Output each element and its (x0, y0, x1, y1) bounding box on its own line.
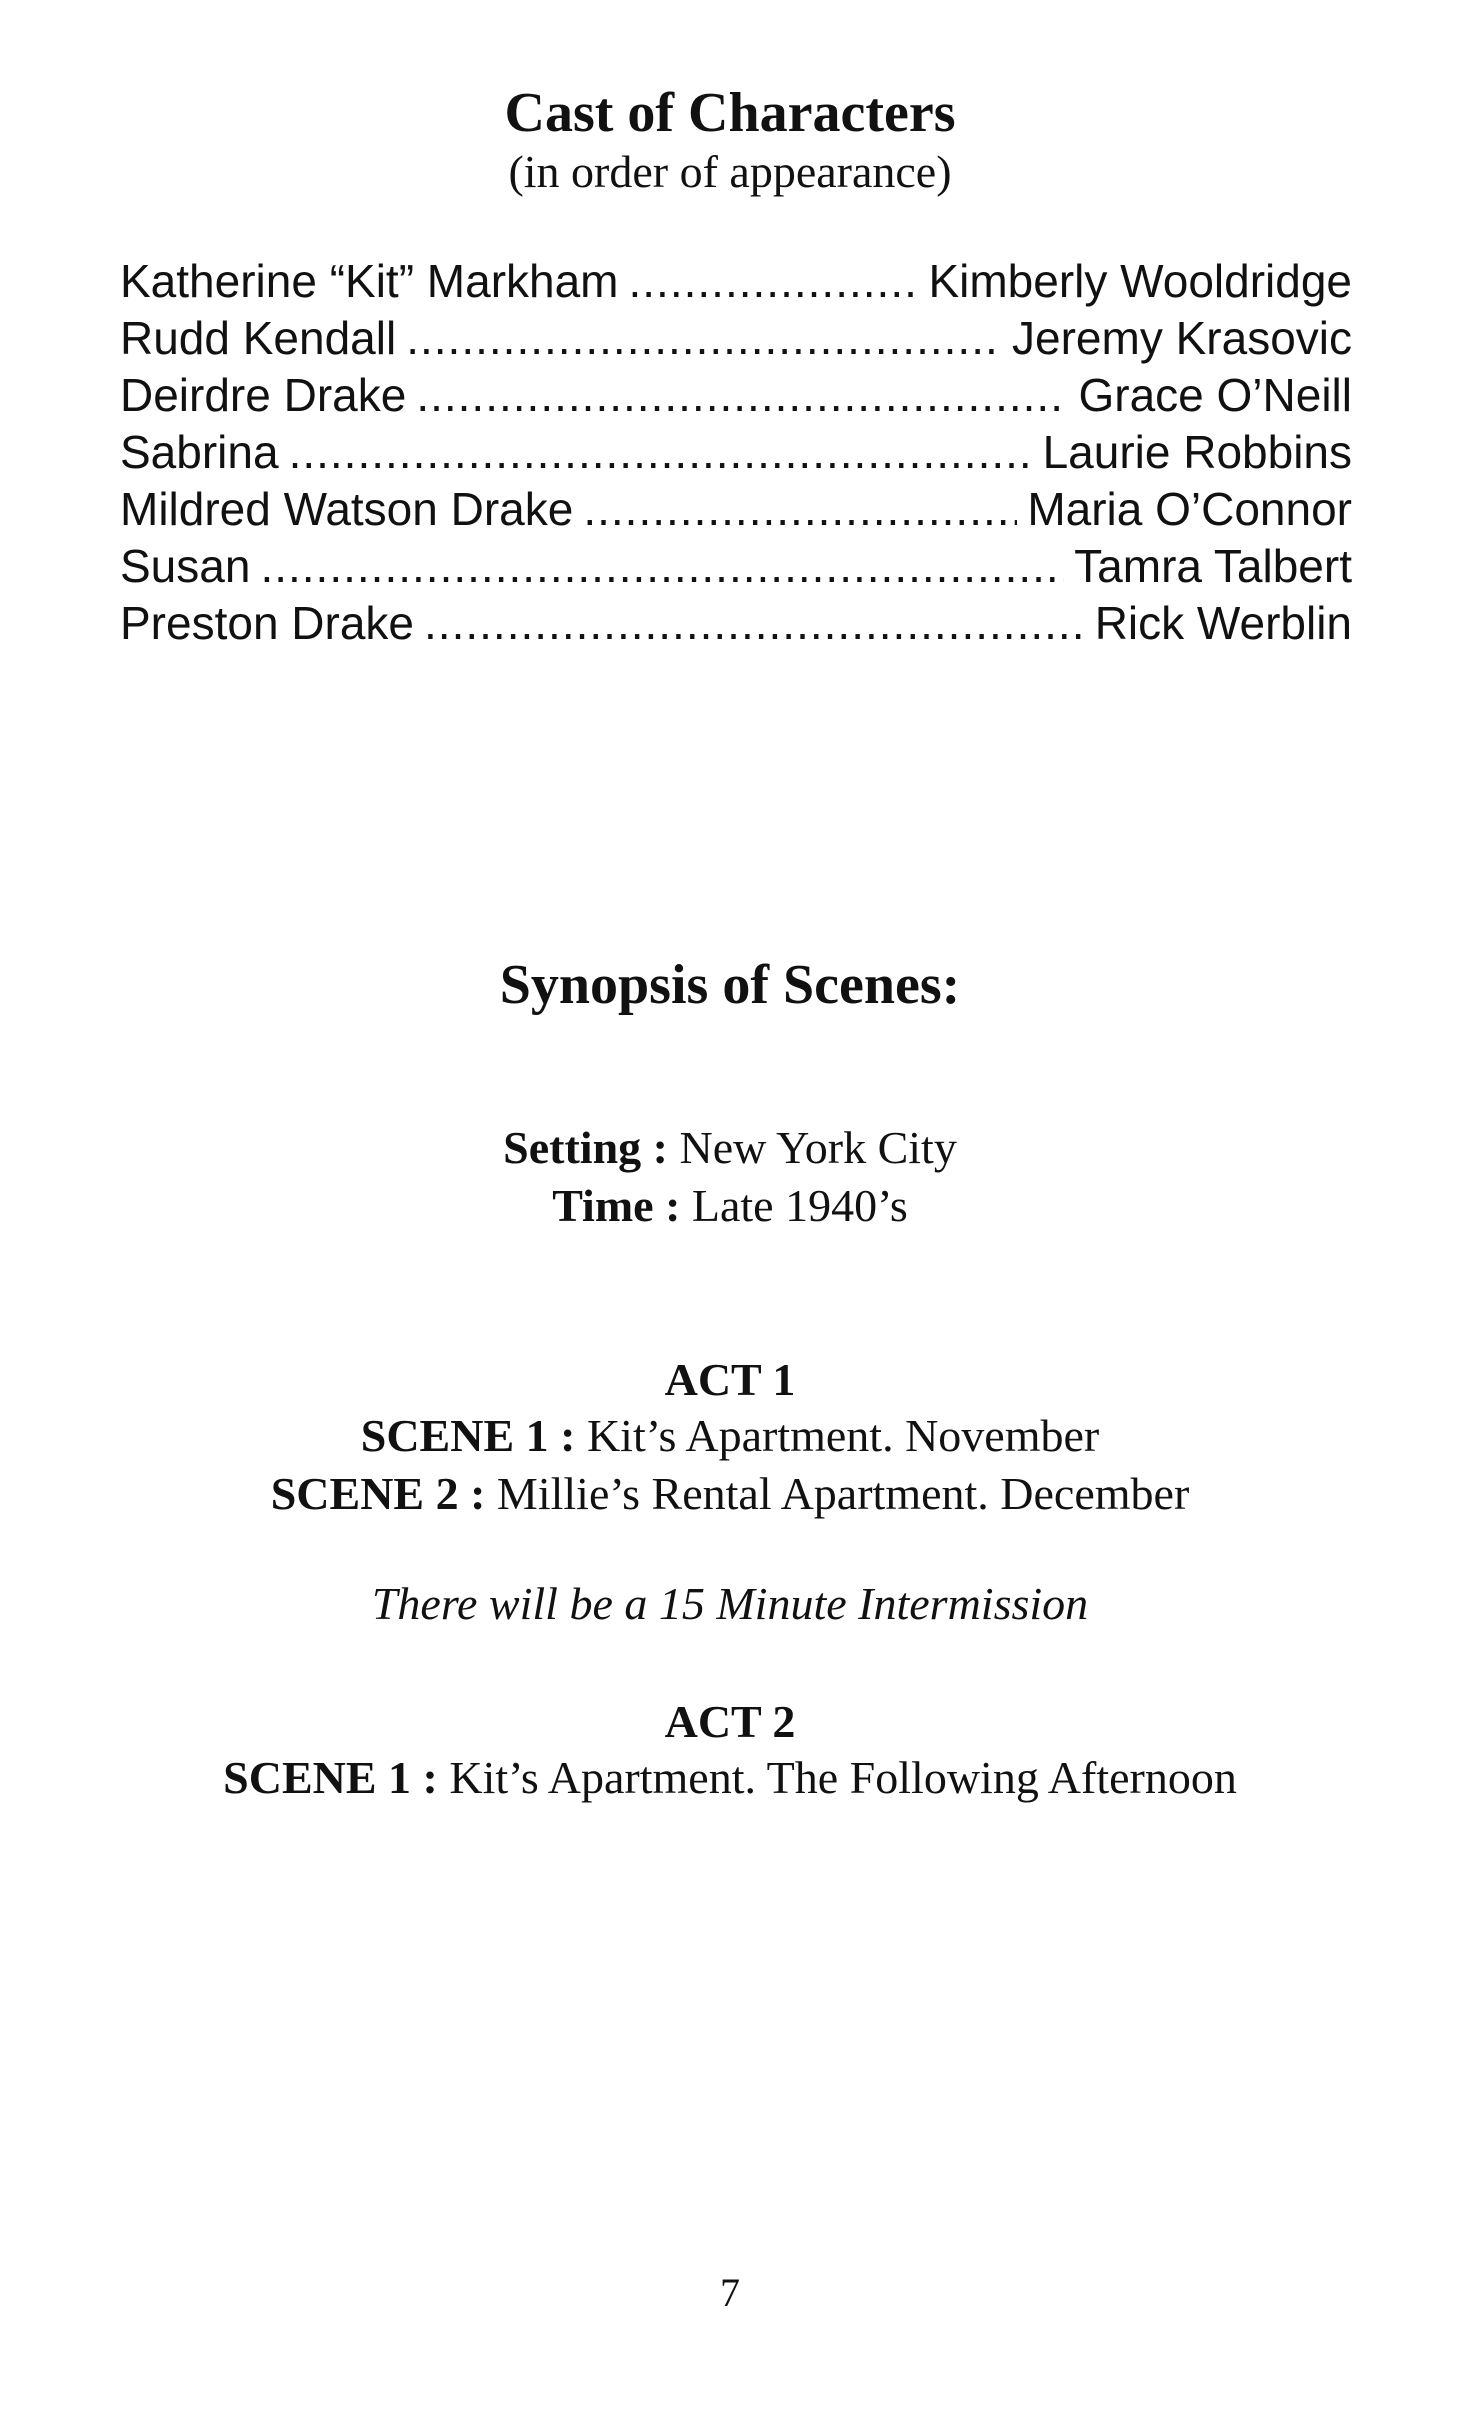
act-2-scene-1 (0, 1750, 1460, 1806)
cast-row (120, 310, 1352, 367)
cast-role: Susan (120, 540, 251, 592)
dot-leader (416, 367, 1068, 424)
act-1-scene-2 (0, 1466, 1460, 1522)
cast-row (120, 253, 1352, 310)
dot-leader (289, 424, 1033, 481)
act-1-scene-1 (0, 1408, 1460, 1464)
dot-leader (583, 481, 1017, 538)
cast-row (120, 538, 1352, 595)
time-line (0, 1178, 1460, 1234)
dot-leader (260, 538, 1064, 595)
cast-actor: Maria O’Connor (1027, 483, 1352, 535)
scene-label: SCENE 1 : (360, 1410, 576, 1461)
cast-list (120, 253, 1352, 652)
cast-role: Preston Drake (120, 597, 415, 649)
setting-label: Setting : (503, 1122, 668, 1173)
scene-label: SCENE 1 : (223, 1752, 438, 1803)
cast-title: Cast of Characters (504, 82, 956, 144)
cast-row (120, 481, 1352, 538)
cast-subtitle: (in order of appearance) (508, 146, 952, 197)
dot-leader (406, 310, 1002, 367)
cast-role: Rudd Kendall (120, 312, 397, 364)
cast-actor: Grace O’Neill (1078, 369, 1352, 421)
intermission-note: There will be a 15 Minute Intermission (371, 1578, 1089, 1629)
scene-text: Kit’s Apartment. November (586, 1410, 1100, 1461)
time-label: Time : (552, 1180, 681, 1231)
cast-actor: Kimberly Wooldridge (928, 255, 1352, 307)
cast-actor: Rick Werblin (1094, 597, 1352, 649)
dot-leader (629, 253, 919, 310)
cast-role: Katherine “Kit” Markham (120, 255, 619, 307)
time-value: Late 1940’s (691, 1180, 908, 1231)
synopsis-title: Synopsis of Scenes: (499, 954, 961, 1016)
scene-label: SCENE 2 : (270, 1468, 486, 1519)
scene-text: Millie’s Rental Apartment. December (496, 1468, 1190, 1519)
dot-leader (424, 595, 1085, 652)
page-number: 7 (720, 2270, 740, 2315)
cast-row (120, 367, 1352, 424)
act-1-heading: ACT 1 (664, 1354, 796, 1405)
cast-row (120, 595, 1352, 652)
setting-value: New York City (679, 1122, 957, 1173)
cast-role: Deirdre Drake (120, 369, 407, 421)
act-2-heading: ACT 2 (664, 1696, 796, 1747)
scene-text: Kit’s Apartment. The Following Afternoon (449, 1752, 1237, 1803)
cast-actor: Laurie Robbins (1042, 426, 1352, 478)
cast-role: Mildred Watson Drake (120, 483, 574, 535)
setting-line (0, 1120, 1460, 1176)
cast-actor: Jeremy Krasovic (1012, 312, 1352, 364)
cast-actor: Tamra Talbert (1074, 540, 1352, 592)
cast-row (120, 424, 1352, 481)
cast-role: Sabrina (120, 426, 279, 478)
